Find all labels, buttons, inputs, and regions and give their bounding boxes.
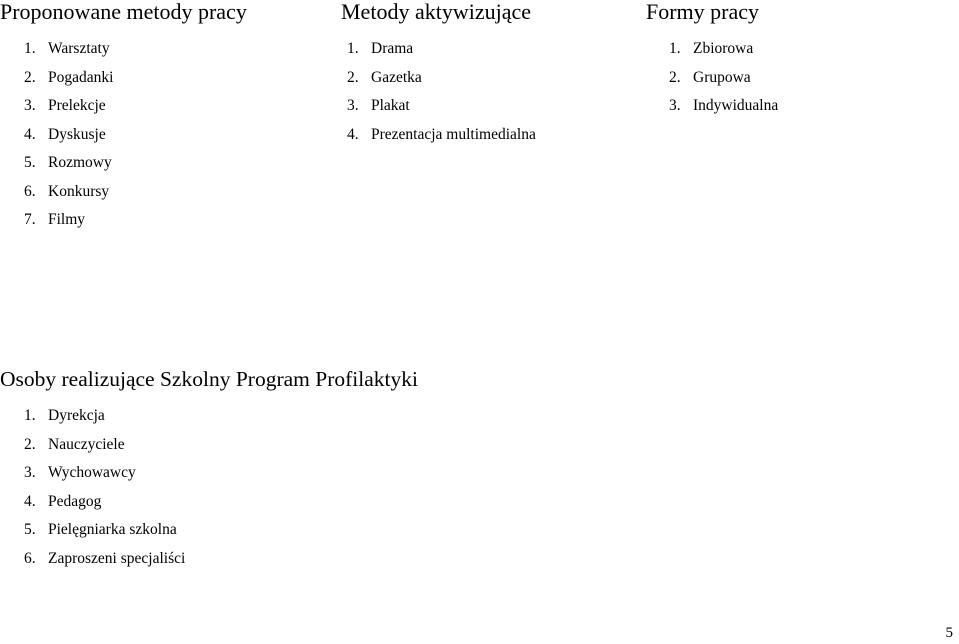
item-number: 4.: [24, 125, 36, 143]
item-text: Pogadanki: [48, 68, 114, 86]
list-item: [24, 516, 418, 545]
list-item: [24, 149, 247, 178]
item-text: Rozmowy: [48, 154, 112, 171]
item-text: Warsztaty: [48, 40, 110, 57]
item-text: Pielęgniarka szkolna: [48, 521, 177, 538]
item-number: 1.: [347, 40, 359, 57]
list-item: [347, 92, 531, 121]
list-item: [669, 35, 759, 64]
column-metody-aktywizujace: [341, 0, 536, 149]
list-item: [24, 64, 247, 93]
item-number: 6.: [24, 182, 36, 200]
item-number: 5.: [24, 154, 36, 171]
column-heading: Formy pracy: [646, 0, 760, 24]
item-number: 1.: [669, 40, 681, 57]
list-item: [24, 178, 247, 207]
item-number: 1.: [24, 407, 36, 424]
list: [341, 35, 536, 149]
item-text: Drama: [371, 40, 414, 57]
list: [646, 35, 779, 121]
item-text: Zaproszeni specjaliści: [48, 549, 186, 567]
item-number: 3.: [24, 464, 36, 481]
item-text: Prelekcje: [48, 97, 106, 114]
item-number: 3.: [669, 97, 681, 114]
item-number: 3.: [24, 97, 36, 114]
list-item: [24, 402, 418, 431]
item-text: Dyskusje: [48, 125, 106, 143]
list-item: [24, 92, 247, 121]
list-item: [347, 121, 536, 150]
item-text: Filmy: [48, 211, 86, 228]
list-item: [24, 488, 418, 517]
item-text: Konkursy: [48, 182, 110, 200]
item-text: Pedagog: [48, 492, 102, 510]
column-proponowane-metody: [0, 0, 247, 235]
page-number: 5: [945, 625, 953, 641]
item-number: 5.: [24, 521, 36, 538]
item-number: 2.: [24, 68, 36, 86]
list-item: [347, 35, 531, 64]
item-number: 7.: [24, 211, 36, 228]
item-number: 4.: [24, 492, 36, 510]
list-item: [24, 121, 247, 150]
item-number: 2.: [669, 68, 681, 86]
item-text: Zbiorowa: [693, 40, 754, 57]
item-number: 1.: [24, 40, 36, 57]
list: [0, 402, 418, 573]
section-osoby-realizujace: [0, 367, 418, 573]
list-item: [24, 206, 247, 235]
list-item: [669, 92, 779, 121]
column-heading: Metody aktywizujące: [341, 0, 531, 24]
section-heading: Osoby realizujące Szkolny Program Profilaktyki: [0, 367, 418, 391]
item-number: 6.: [24, 549, 36, 567]
list: [0, 35, 247, 235]
item-number: 4.: [347, 125, 359, 143]
item-number: 3.: [347, 97, 359, 114]
list-item: [347, 64, 531, 93]
item-text: Prezentacja multimedialna: [371, 125, 536, 143]
list-item: [669, 64, 759, 93]
list-item: [24, 545, 418, 574]
list-item: [24, 431, 418, 460]
item-text: Wychowawcy: [48, 464, 136, 481]
item-text: Grupowa: [693, 68, 751, 86]
item-number: 2.: [24, 435, 36, 453]
list-item: [24, 459, 418, 488]
item-text: Dyrekcja: [48, 407, 105, 424]
item-number: 2.: [347, 68, 359, 86]
item-text: Gazetka: [371, 68, 422, 86]
item-text: Indywidualna: [693, 97, 779, 114]
column-formy-pracy: [646, 0, 779, 121]
column-heading: Proponowane metody pracy: [0, 0, 247, 24]
list-item: [24, 35, 247, 64]
item-text: Nauczyciele: [48, 435, 125, 453]
item-text: Plakat: [371, 97, 410, 114]
